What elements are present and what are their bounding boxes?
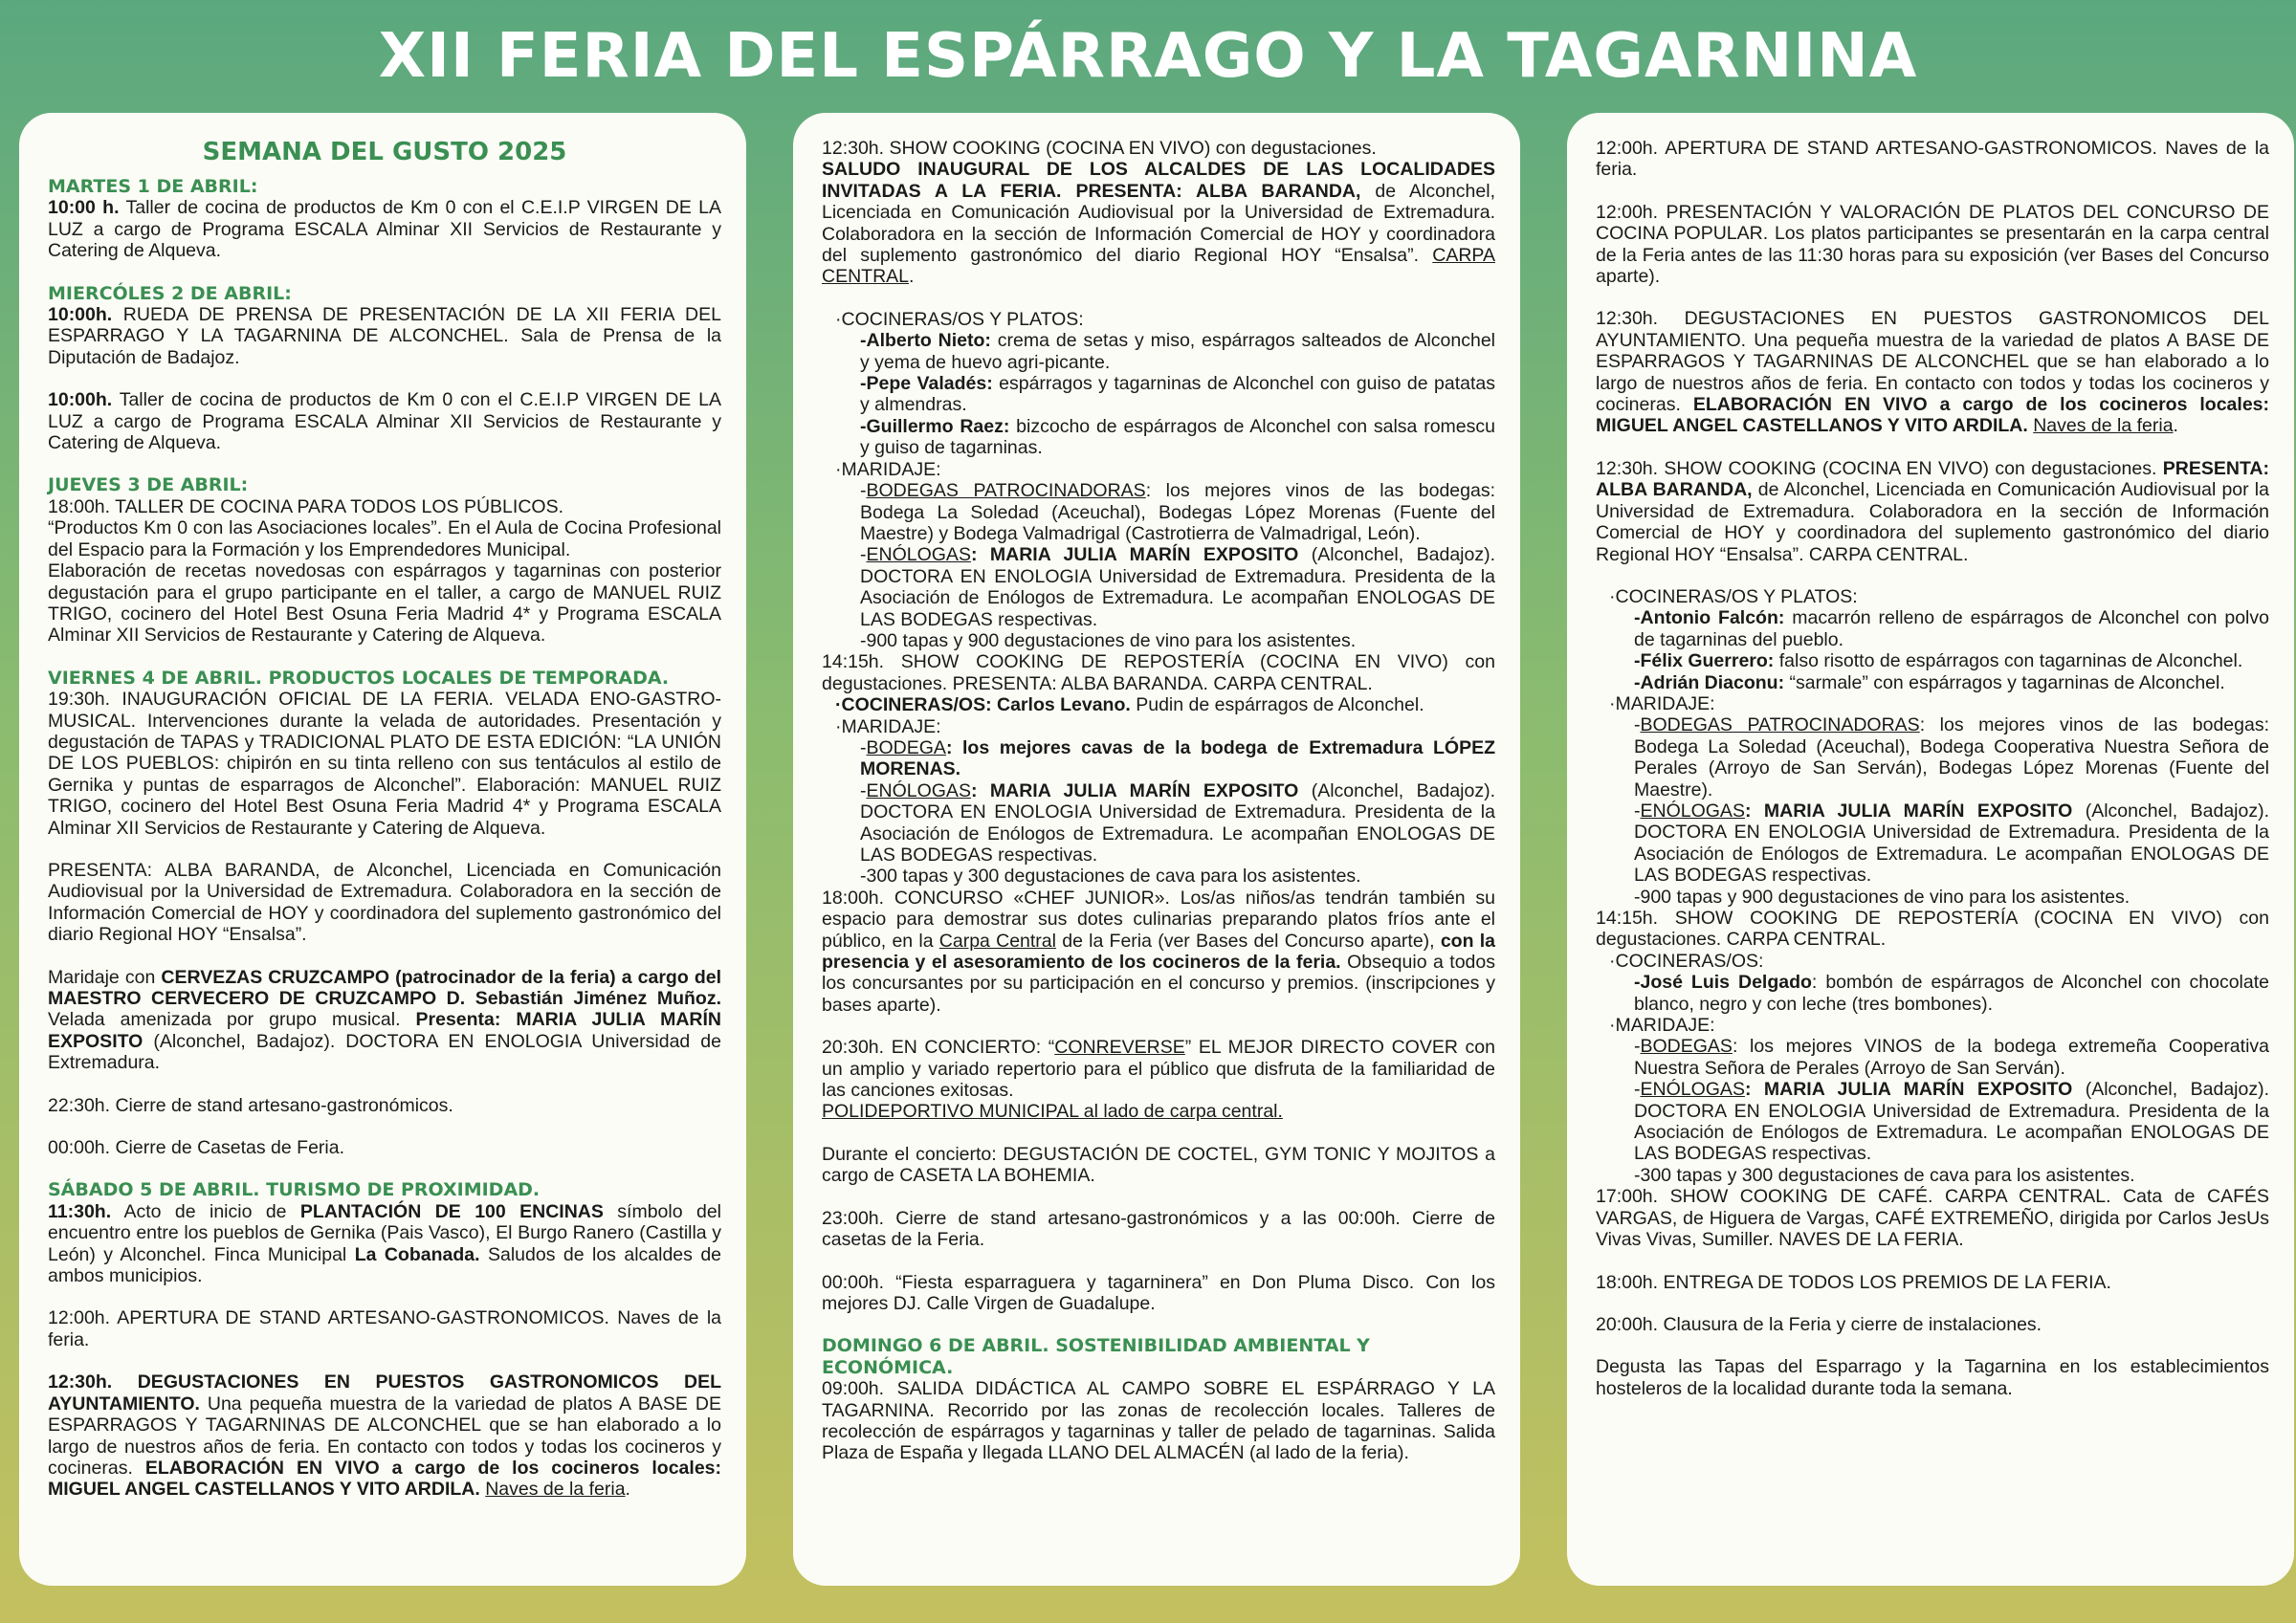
list-item: -900 tapas y 900 degustaciones de vino para los asistentes.	[1634, 886, 2130, 908]
event-text: 17:00h. SHOW COOKING DE CAFÉ. CARPA CENTRAL. Cata de CAFÉS VARGAS, de Higuera de Vargas, CAFÉ EXTREMEÑO, dirigida por Carlos JesUs Vivas Vivas, Sumiller. NAVES DE LA FERIA.	[1596, 1186, 2269, 1251]
event-heading: 18:00h. TALLER DE COCINA PARA TODOS LOS PÚBLICOS.	[48, 495, 563, 517]
day-heading: MARTES 1 DE ABRIL:	[48, 176, 258, 197]
event-text: “Productos Km 0 con las Asociaciones locales”. En el Aula de Cocina Profesional del Espacio para la Formación y los Emprendedores Municipal.	[48, 517, 721, 560]
event-text: 12:30h. SHOW COOKING (COCINA EN VIVO) con degustaciones. PRESENTA: ALBA BARANDA, de Alconchel, Licenciada en Comunicación Audiovisual por la Universidad de Extremadura. Colaboradora en la sección de Información Comercial de HOY y coordinadora del suplemento gastronómico del diario Regional HOY “Ensalsa”. CARPA CENTRAL.	[1596, 457, 2269, 565]
event-text: 00:00h. Cierre de Casetas de Feria.	[48, 1137, 345, 1159]
list-item: -BODEGAS PATROCINADORAS: los mejores vinos de las bodegas: Bodega La Soledad (Aceuchal), Bodega Cooperativa Nuestra Señora de Perales (Arroyo de San Serván), Bodegas López Morenas (Fuente del Maestre).	[1634, 714, 2269, 801]
list-item: -Guillermo Raez: bizcocho de espárragos de Alconchel con salsa romescu y guiso de tagarninas.	[860, 415, 1495, 459]
section-heading: SEMANA DEL GUSTO 2025	[202, 138, 567, 166]
list-item: -BODEGAS PATROCINADORAS: los mejores vinos de las bodegas: Bodega La Soledad (Aceuchal), Bodegas López Morenas (Fuente del Maestre) y Bodega Valmadrigal (Castrotierra de Valmadrigal, León).	[860, 480, 1495, 544]
event-text: 09:00h. SALIDA DIDÁCTICA AL CAMPO SOBRE EL ESPÁRRAGO Y LA TAGARNINA. Recorrido por las zonas de recolección locales. Talleres de recolección de espárragos y tagarninas y taller de pelado de tagarninas. Salida Plaza de España y llegada LLANO DEL ALMACÉN (al lado de la feria).	[822, 1378, 1495, 1464]
list-heading: ·COCINERAS/OS Y PLATOS:	[1609, 585, 1858, 607]
event-text: 14:15h. SHOW COOKING DE REPOSTERÍA (COCINA EN VIVO) con degustaciones. CARPA CENTRAL.	[1596, 908, 2269, 951]
event-text: 12:00h. PRESENTACIÓN Y VALORACIÓN DE PLATOS DEL CONCURSO DE COCINA POPULAR. Los platos participantes se presentarán en la carpa central de la Feria antes de las 11:30 horas para su exposición (ver Bases del Concurso aparte).	[1596, 201, 2269, 288]
list-heading: ·COCINERAS/OS Y PLATOS:	[835, 308, 1084, 330]
list-item: -300 tapas y 300 degustaciones de cava para los asistentes.	[860, 866, 1361, 888]
list-item: -José Luis Delgado: bombón de espárragos de Alconchel con chocolate blanco, negro y con leche (tres bombones).	[1634, 972, 2269, 1015]
day-heading: JUEVES 3 DE ABRIL:	[48, 474, 249, 496]
program-panel-left	[19, 113, 746, 1586]
event-item: 10:00h. RUEDA DE PRENSA DE PRESENTACIÓN DE LA XII FERIA DEL ESPARRAGO Y LA TAGARNINA DE ALCONCHEL. Sala de Prensa de la Diputación de Badajoz.	[48, 304, 721, 368]
event-text: 12:00h. APERTURA DE STAND ARTESANO-GASTRONOMICOS. Naves de la feria.	[48, 1307, 721, 1350]
event-text: 12:30h. DEGUSTACIONES EN PUESTOS GASTRONOMICOS DEL AYUNTAMIENTO. Una pequeña muestra de la variedad de platos A BASE DE ESPARRAGOS Y TAGARNINAS DE ALCONCHEL que se han elaborado a lo largo de nuestros años de feria. En contacto con todos y todas los cocineros y cocineras. ELABORACIÓN EN VIVO a cargo de los cocineros locales: MIGUEL ANGEL CASTELLANOS Y VITO ARDILA. Naves de la feria.	[48, 1371, 722, 1501]
list-item: -Pepe Valadés: espárragos y tagarninas de Alconchel con guiso de patatas y almendras.	[860, 373, 1495, 416]
event-text: Degusta las Tapas del Esparrago y la Tagarnina en los establecimientos hosteleros de la localidad durante toda la semana.	[1596, 1356, 2269, 1399]
event-text: 19:30h. INAUGURACIÓN OFICIAL DE LA FERIA. VELADA ENO-GASTRO-MUSICAL. Intervenciones durante la velada de autoridades. Presentación y degustación de TAPAS y TRADICIONAL PLATO DE ESTA EDICIÓN: “LA UNIÓN DE LOS PUEBLOS: chipirón en su tinta relleno con sus tentáculos al estilo de Gernika y puntas de esparragos de Alconchel”. Elaboración: MANUEL RUIZ TRIGO, cocinero del Hotel Best Osuna Feria Madrid 4* y Programa ESCALA Alminar XII Servicios de Restaurante y Catering de Alqueva.	[48, 689, 721, 839]
list-item: -ENÓLOGAS: MARIA JULIA MARÍN EXPOSITO (Alconchel, Badajoz). DOCTORA EN ENOLOGIA Universidad de Extremadura. Presidenta de la Asociación de Enólogos de Extremadura. Le acompañan ENOLOGAS DE LAS BODEGAS respectivas.	[860, 544, 1496, 630]
event-text: 20:30h. EN CONCIERTO: “CONREVERSE” EL MEJOR DIRECTO COVER con un amplio y variado repertorio para el público que disfruta de la familiaridad de las canciones exitosas.	[822, 1037, 1495, 1102]
event-text: PRESENTA: ALBA BARANDA, de Alconchel, Licenciada en Comunicación Audiovisual por la Universidad de Extremadura. Colaboradora en la sección de Información Comercial de HOY y coordinadora del suplemento gastronómico del diario Regional HOY “Ensalsa”.	[48, 859, 721, 946]
list-item: -BODEGAS: los mejores VINOS de la bodega extremeña Cooperativa Nuestra Señora de Perales (Arroyo de San Serván).	[1634, 1036, 2269, 1079]
event-text: 00:00h. “Fiesta esparraguera y tagarninera” en Don Pluma Disco. Con los mejores DJ. Calle Virgen de Guadalupe.	[822, 1271, 1495, 1314]
program-panel-center	[793, 113, 1520, 1586]
list-item: ·COCINERAS/OS: Carlos Levano. Pudin de espárragos de Alconchel.	[835, 694, 1424, 716]
list-heading: ·MARIDAJE:	[835, 458, 941, 480]
event-item: 10:00h. Taller de cocina de productos de Km 0 con el C.E.I.P VIRGEN DE LA LUZ a cargo de Programa ESCALA Alminar XII Servicios de Restaurante y Catering de Alqueva.	[48, 389, 721, 454]
list-heading: ·MARIDAJE:	[1609, 1015, 1715, 1037]
event-text: 18:00h. CONCURSO «CHEF JUNIOR». Los/as niños/as tendrán también su espacio para demostrar sus dotes culinarias preparando platos fríos ante el público, en la Carpa Central de la Feria (ver Bases del Concurso aparte), con la presencia y el asesoramiento de los cocineros de la feria. Obsequio a todos los concursantes por su participación en el concurso y premios. (inscripciones y bases aparte).	[822, 887, 1495, 1016]
page-title: XII FERIA DEL ESPÁRRAGO Y LA TAGARNINA	[378, 21, 1918, 92]
list-heading: ·MARIDAJE:	[835, 715, 941, 737]
event-text: Durante el concierto: DEGUSTACIÓN DE COCTEL, GYM TONIC Y MOJITOS a cargo de CASETA LA BOHEMIA.	[822, 1143, 1495, 1187]
day-heading: SÁBADO 5 DE ABRIL. TURISMO DE PROXIMIDAD.	[48, 1179, 541, 1201]
day-heading: VIERNES 4 DE ABRIL. PRODUCTOS LOCALES DE TEMPORADA.	[48, 667, 670, 689]
list-item: -Antonio Falcón: macarrón relleno de espárragos de Alconchel con polvo de tagarninas del pueblo.	[1634, 607, 2269, 650]
event-text: 12:30h. SHOW COOKING (COCINA EN VIVO) con degustaciones.	[822, 138, 1377, 159]
event-text: 14:15h. SHOW COOKING DE REPOSTERÍA (COCINA EN VIVO) con degustaciones. PRESENTA: ALBA BARANDA. CARPA CENTRAL.	[822, 651, 1495, 694]
list-item: -Adrián Diaconu: “sarmale” con espárragos y tagarninas de Alconchel.	[1634, 671, 2225, 693]
event-text: 11:30h. Acto de inicio de PLANTACIÓN DE 100 ENCINAS símbolo del encuentro entre los pueblos de Gernika (Pais Vasco), El Burgo Ranero (Castilla y León) y Alconchel. Finca Municipal La Cobanada. Saludos de los alcaldes de ambos municipios.	[48, 1200, 722, 1287]
day-heading: DOMINGO 6 DE ABRIL. SOSTENIBILIDAD AMBIENTAL Y ECONÓMICA.	[822, 1335, 1370, 1378]
list-heading: ·MARIDAJE:	[1609, 692, 1715, 714]
event-text: 12:30h. DEGUSTACIONES EN PUESTOS GASTRONOMICOS DEL AYUNTAMIENTO. Una pequeña muestra de la variedad de platos A BASE DE ESPARRAGOS Y TAGARNINAS DE ALCONCHEL que se han elaborado a lo largo de nuestros años de feria. En contacto con todos y todas los cocineros y cocineras. ELABORACIÓN EN VIVO a cargo de los cocineros locales: MIGUEL ANGEL CASTELLANOS Y VITO ARDILA. Naves de la feria.	[1596, 308, 2270, 437]
event-text: 18:00h. ENTREGA DE TODOS LOS PREMIOS DE LA FERIA.	[1596, 1271, 2111, 1293]
event-text: Elaboración de recetas novedosas con espárragos y tagarninas con posterior degustación para el grupo participante en el taller, a cargo de MANUEL RUIZ TRIGO, cocinero del Hotel Best Osuna Feria Madrid 4* y Programa ESCALA Alminar XII Servicios de Restaurante y Catering de Alqueva.	[48, 560, 721, 647]
event-text: 22:30h. Cierre de stand artesano-gastronómicos.	[48, 1094, 453, 1116]
event-item: 10:00 h. Taller de cocina de productos de Km 0 con el C.E.I.P VIRGEN DE LA LUZ a cargo de Programa ESCALA Alminar XII Servicios de Restaurante y Catering de Alqueva.	[48, 197, 721, 262]
list-item: -Alberto Nieto: crema de setas y miso, espárragos salteados de Alconchel y yema de huevo agri-picante.	[860, 330, 1495, 373]
list-item: -ENÓLOGAS: MARIA JULIA MARÍN EXPOSITO (Alconchel, Badajoz). DOCTORA EN ENOLOGIA Universidad de Extremadura. Presidenta de la Asociación de Enólogos de Extremadura. Le acompañan ENOLOGAS DE LAS BODEGAS respectivas.	[1634, 800, 2270, 887]
event-text: POLIDEPORTIVO MUNICIPAL al lado de carpa central.	[822, 1101, 1283, 1123]
event-text: SALUDO INAUGURAL DE LOS ALCALDES DE LAS LOCALIDADES INVITADAS A LA FERIA. PRESENTA: ALBA BARANDA, de Alconchel, Licenciada en Comunicación Audiovisual por la Universidad de Extremadura. Colaboradora en la sección de Información Comercial de HOY y coordinadora del suplemento gastronómico del diario Regional HOY “Ensalsa”. CARPA CENTRAL.	[822, 159, 1495, 288]
list-item: -ENÓLOGAS: MARIA JULIA MARÍN EXPOSITO (Alconchel, Badajoz). DOCTORA EN ENOLOGIA Universidad de Extremadura. Presidenta de la Asociación de Enólogos de Extremadura. Le acompañan ENOLOGAS DE LAS BODEGAS respectivas.	[860, 779, 1496, 866]
list-item: -300 tapas y 300 degustaciones de cava para los asistentes.	[1634, 1164, 2135, 1186]
event-text: Maridaje con CERVEZAS CRUZCAMPO (patrocinador de la feria) a cargo del MAESTRO CERVECERO DE CRUZCAMPO D. Sebastián Jiménez Muñoz. Velada amenizada por grupo musical. Presenta: MARIA JULIA MARÍN EXPOSITO (Alconchel, Badajoz). DOCTORA EN ENOLOGIA Universidad de Extremadura.	[48, 966, 721, 1074]
list-heading: ·COCINERAS/OS:	[1609, 950, 1764, 972]
day-heading: MIERCÓLES 2 DE ABRIL:	[48, 282, 292, 304]
event-text: 23:00h. Cierre de stand artesano-gastronómicos y a las 00:00h. Cierre de casetas de la Feria.	[822, 1207, 1495, 1251]
list-item: -ENÓLOGAS: MARIA JULIA MARÍN EXPOSITO (Alconchel, Badajoz). DOCTORA EN ENOLOGIA Universidad de Extremadura. Presidenta de la Asociación de Enólogos de Extremadura. Le acompañan ENOLOGAS DE LAS BODEGAS respectivas.	[1634, 1079, 2270, 1165]
event-text: 20:00h. Clausura de la Feria y cierre de instalaciones.	[1596, 1313, 2042, 1335]
event-text: 12:00h. APERTURA DE STAND ARTESANO-GASTRONOMICOS. Naves de la feria.	[1596, 138, 2269, 181]
program-panel-right	[1567, 113, 2294, 1586]
list-item: -BODEGA: los mejores cavas de la bodega de Extremadura LÓPEZ MORENAS.	[860, 736, 1495, 780]
list-item: -Félix Guerrero: falso risotto de espárragos con tagarninas de Alconchel.	[1634, 650, 2243, 672]
list-item: -900 tapas y 900 degustaciones de vino para los asistentes.	[860, 629, 1357, 651]
